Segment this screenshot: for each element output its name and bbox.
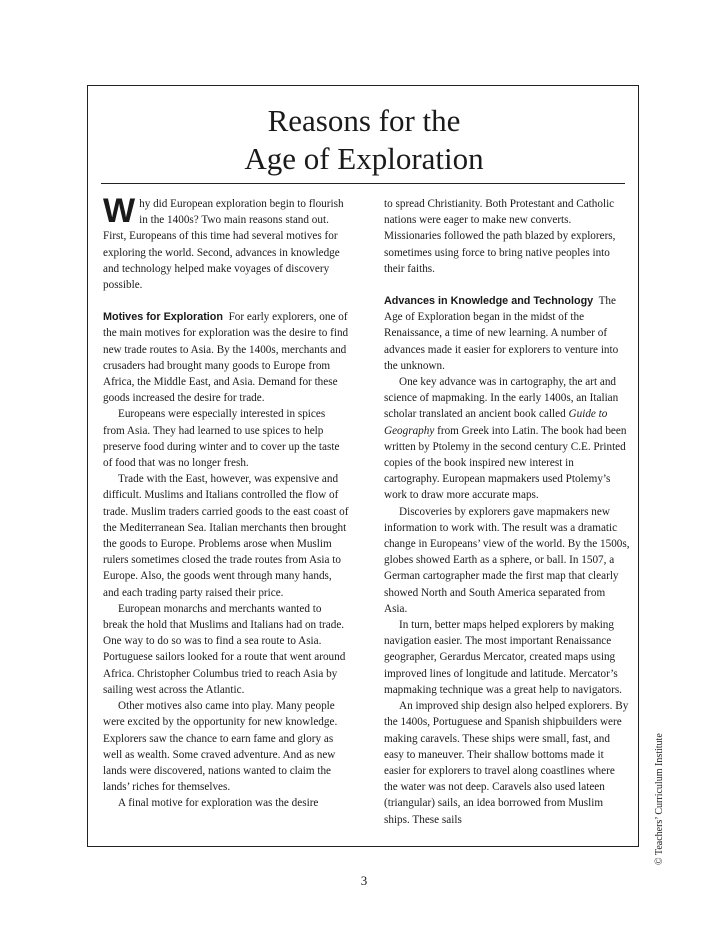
title-line-2: Age of Exploration — [244, 141, 484, 176]
drop-cap: W — [103, 192, 136, 230]
left-column — [103, 192, 349, 812]
advances-p1-text: The Age of Exploration began in the midst of the Renaissance, a time of new learning. A number of advances made it easier for explorers to venture into the unknown. — [384, 295, 619, 372]
intro-text: hy did European exploration begin to flourish in the 1400s? Two main reasons stand out. First, Europeans of this time had several motives for exploring the world. Second, advances in knowledge and technology helped make voyages of discovery possible. — [103, 198, 344, 292]
advances-paragraph-1 — [384, 293, 630, 374]
title-rule — [101, 183, 625, 184]
copyright-notice: © Teachers’ Curriculum Institute — [654, 733, 665, 865]
motives-p1-text: For early explorers, one of the main motives for exploration was the desire to find new trade routes to Asia. By the 1400s, merchants and crusaders had brought many goods to Europe from Africa, the Middle East, and Asia. Demand for these goods increased the desire for trade. — [103, 311, 349, 405]
advances-paragraph-5: An improved ship design also helped explorers. By the 1400s, Portuguese and Spanish shipbuilders were making caravels. These ships were small, fast, and easy to maneuver. Their shallow bottoms made it easier for explorers to travel along coastlines where the water was not deep. Caravels also used lateen (triangular) sails, an idea borrowed from Muslim ships. These sails — [384, 700, 629, 826]
advances-p2-text-a: One key advance was in cartography, the art and science of mapmaking. In the early 1400s, an Italian scholar translated an ancient book called — [384, 376, 619, 421]
advances-paragraph-3: Discoveries by explorers gave mapmakers new information to work with. The result was a dramatic change in Europeans’ view of the world. By the 1500s, globes showed Earth as a sphere, or ball. In 1507, a German cartographer made the first map that clearly showed North and South America separated from Asia. — [384, 505, 630, 615]
page-title — [0, 102, 728, 178]
page-number: 3 — [360, 873, 368, 888]
motives-paragraph-6: A final motive for exploration was the desire — [118, 797, 319, 810]
continuation-paragraph: to spread Christianity. Both Protestant and Catholic nations were eager to make new converts. Missionaries followed the path blazed by explorers, sometimes using force to bring native peoples into their faiths. — [384, 198, 616, 275]
advances-paragraph-4: In turn, better maps helped explorers by making navigation easier. The most important Renaissance geographer, Gerardus Mercator, created maps using improved lines of longitude and latitude. Mercator’s mapmaking technique was a great help to navigators. — [384, 619, 622, 696]
title-line-1: Reasons for the — [267, 103, 461, 138]
motives-paragraph-2: Europeans were especially interested in spices from Asia. They had learned to use spices to help preserve food during winter and to cover up the taste of food that was no longer fresh. — [103, 408, 340, 470]
motives-paragraph-4: European monarchs and merchants wanted to break the hold that Muslims and Italians had on trade. One way to do so was to find a sea route to Asia. Portuguese sailors looked for a route that went around Africa. Christopher Columbus tried to reach Asia by sailing west across the Atlantic. — [103, 602, 346, 696]
motives-paragraph-5: Other motives also came into play. Many people were excited by the opportunity for new knowledge. Explorers saw the chance to earn fame and glory as well as wealth. Some craved adventure. And as new lands were discovered, nations wanted to claim the lands’ riches for themselves. — [103, 700, 338, 794]
book-title: Guide to Geography — [384, 408, 608, 437]
advances-paragraph-2 — [384, 374, 630, 504]
motives-paragraph-1 — [103, 309, 349, 406]
motives-heading: Motives for Exploration — [103, 311, 223, 324]
intro-paragraph — [103, 192, 349, 293]
advances-heading: Advances in Knowledge and Technology — [384, 295, 594, 308]
right-column — [384, 196, 630, 828]
advances-p2-text-b: from Greek into Latin. The book had been written by Ptolemy in the second century C.E. Printed copies of the book inspired new interest in cartography. European mapmakers used Ptolemy’s work to draw more accurate maps. — [384, 424, 627, 502]
motives-paragraph-3: Trade with the East, however, was expensive and difficult. Muslims and Italians controlled the flow of trade. Muslim traders carried goods to the east coast of the Mediterranean Sea. Italian merchants then brought the goods to Europe. Problems arose when Muslim rulers sometimes closed the trade routes from Asia to Europe. Also, the goods went through many hands, and each trading party raised their price. — [103, 473, 349, 599]
